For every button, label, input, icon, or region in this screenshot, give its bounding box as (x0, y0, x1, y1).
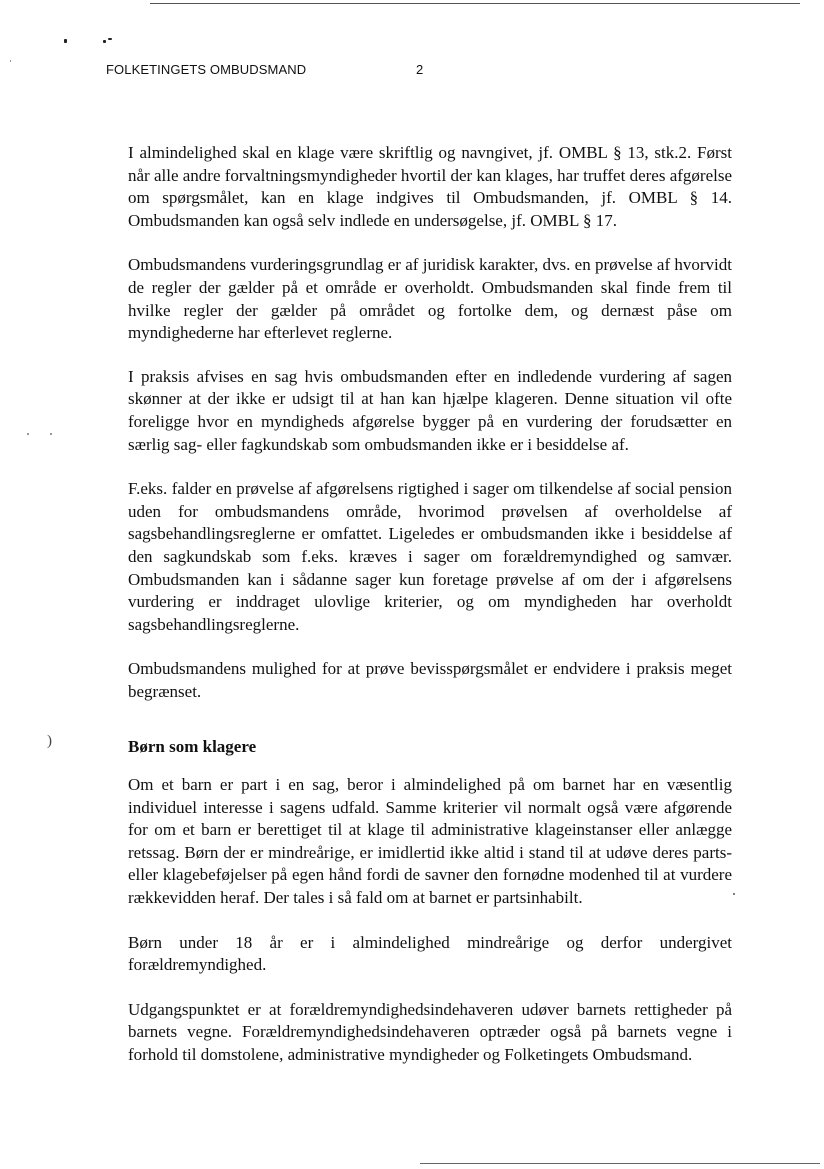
scan-speck (50, 433, 52, 435)
paragraph: Børn under 18 år er i almindelighed mindreårige og derfor undergivet forældremyndighed. (128, 932, 732, 975)
paragraph: Udgangspunktet er at forældremyndighedsindehaveren udøver barnets rettigheder på barnets vegne. Forældremyndighedsindehaveren optræder også på barnets vegne i forhold til domstolene, administrative myndigheder og Folketingets Ombudsmand. (128, 999, 732, 1064)
section-heading: Børn som klagere (128, 737, 257, 757)
scan-speck (108, 38, 112, 40)
running-header-title: FOLKETINGETS OMBUDSMAND (106, 62, 307, 77)
page-number: 2 (416, 62, 424, 77)
scan-speck (103, 40, 106, 43)
paragraph: Ombudsmandens mulighed for at prøve bevisspørgsmålet er endvidere i praksis meget begrænset. (128, 659, 732, 701)
document-body (128, 142, 732, 1089)
paragraph: Ombudsmandens vurderingsgrundlag er af juridisk karakter, dvs. en prøvelse af hvorvidt de regler der gælder på et område er overholdt. Ombudsmanden skal finde frem til hvilke regler der gælder på området og fortolke dem, og dernæst påse om myndighederne har efterlevet reglerne. (128, 255, 732, 343)
scan-speck (10, 60, 11, 62)
paragraph: I almindelighed skal en klage være skriftlig og navngivet, jf. OMBL § 13, stk.2. Først når alle andre forvaltningsmyndigheder hvortil der kan klages, har truffet deres afgørelse om spørgsmålet, kan en klage indgives til Ombudsmanden, jf. OMBL § 14. Ombudsmanden kan også selv indlede en undersøgelse, jf. OMBL § 17. (128, 143, 732, 230)
margin-mark: ) (47, 733, 52, 749)
scan-speck (733, 893, 735, 895)
paragraph: I praksis afvises en sag hvis ombudsmanden efter en indledende vurdering af sagen skønner at der ikke er udsigt til at han kan hjælpe klageren. Denne situation vil ofte foreligge hvor en myndigheds afgørelse bygger på en vurdering der forudsætter en særlig sag- eller fagkundskab som ombudsmanden ikke er i besiddelse af. (128, 366, 732, 454)
scan-edge-bottom (420, 1163, 820, 1164)
scan-edge-top (150, 3, 800, 4)
scan-speck (27, 433, 29, 435)
paragraph: F.eks. falder en prøvelse af afgørelsens rigtighed i sager om tilkendelse af social pension uden for ombudsmandens område, hvorimod prøvelsen af overholdelse af sagsbehandlingsreglerne er omfattet. Ligeledes er ombudsmanden ikke i besiddelse af den sagkundskab som f.eks. kræves i sager om forældremyndighed og samvær. Ombudsmanden kan i sådanne sager kun foretage prøvelse af om der i afgørelsens vurdering er inddraget ulovlige kriterier, og om myndigheden har overholdt sagsbehandlingsreglerne. (128, 479, 732, 634)
paragraph: Om et barn er part i en sag, beror i almindelighed på om barnet har en væsentlig individuel interesse i sagens udfald. Samme kriterier vil normalt også være afgørende for om et barn er berettiget til at klage til administrative klageinstanser eller anlægge retssag. Børn der er mindreårige, er imidlertid ikke altid i stand til at udøve deres parts- eller klagebeføjelser på egen hånd fordi de savner den fornødne modenhed til at vurdere rækkevidden heraf. Der tales i så fald om at barnet er partsinhabilt. (128, 775, 732, 908)
scan-speck (64, 39, 67, 43)
